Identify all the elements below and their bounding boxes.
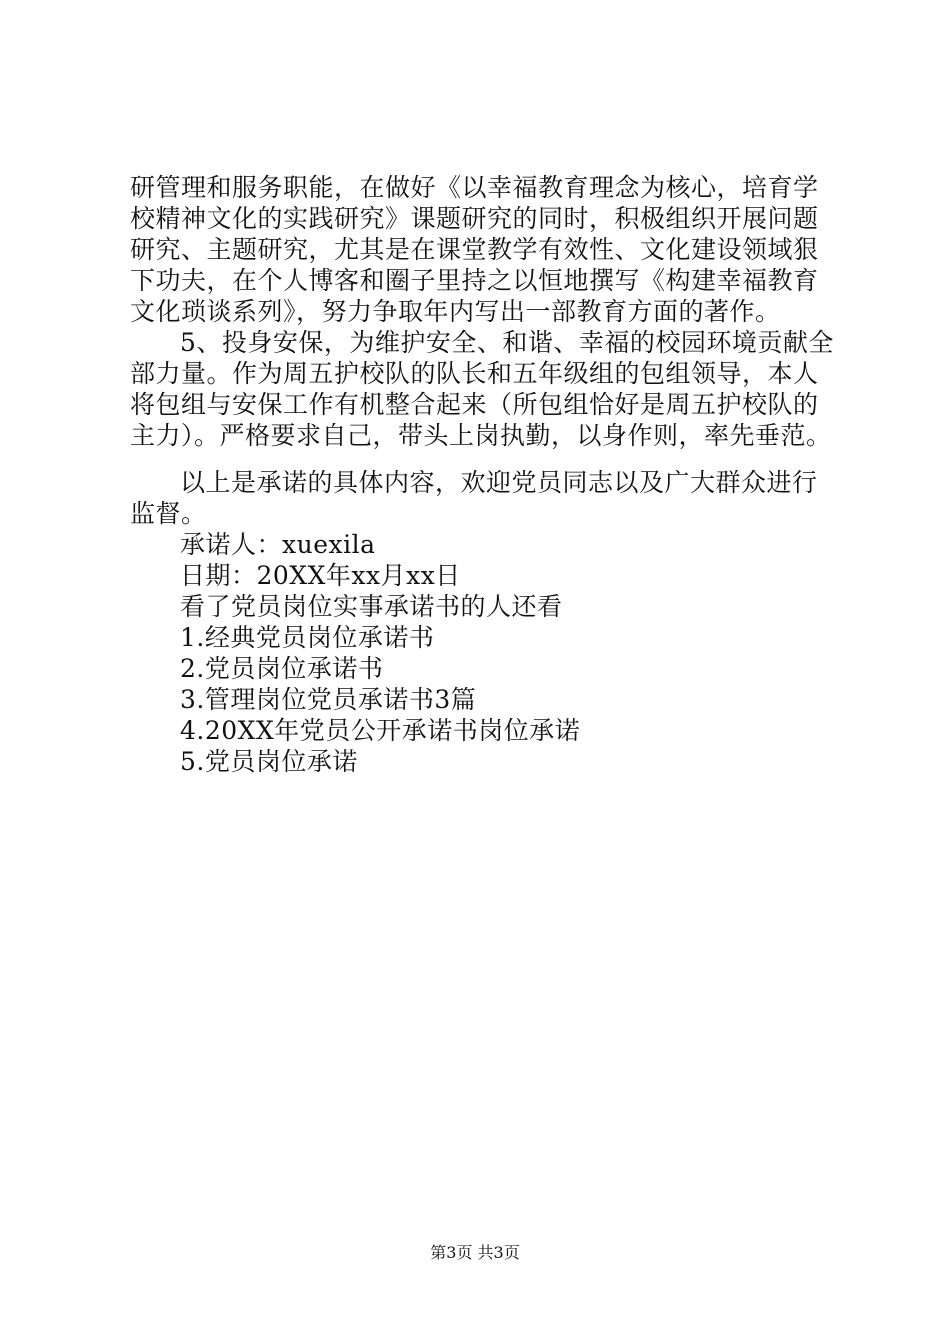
related-link[interactable]: 3.管理岗位党员承诺书3篇	[180, 685, 477, 714]
text-line: 部力量。作为周五护校队的队长和五年级组的包组领导，本人	[130, 359, 819, 388]
related-heading: 看了党员岗位实事承诺书的人还看	[180, 592, 563, 621]
paragraph-gap	[130, 451, 845, 467]
text-line: 5、投身安保，为维护安全、和谐、幸福的校园环境贡献全	[180, 328, 834, 357]
page-number-footer: 第3页 共3页	[430, 1243, 520, 1262]
related-link[interactable]: 5.党员岗位承诺	[180, 747, 358, 776]
date-line: 日期：20XX年xx月xx日	[180, 561, 461, 590]
text-line: 研管理和服务职能，在做好《以幸福教育理念为核心，培育学	[130, 173, 819, 202]
related-link[interactable]: 2.党员岗位承诺书	[180, 654, 384, 683]
text-line: 研究、主题研究，尤其是在课堂教学有效性、文化建设领域狠	[130, 235, 819, 264]
text-line: 监督。	[130, 499, 207, 528]
paragraph-research	[130, 172, 845, 327]
text-line: 将包组与安保工作有机整合起来（所包组恰好是周五护校队的	[130, 390, 819, 419]
related-link[interactable]: 1.经典党员岗位承诺书	[180, 623, 435, 652]
text-line: 下功夫，在个人博客和圈子里持之以恒地撰写《构建幸福教育	[130, 266, 819, 295]
text-line: 校精神文化的实践研究》课题研究的同时，积极组织开展问题	[130, 204, 819, 233]
related-link[interactable]: 4.20XX年党员公开承诺书岗位承诺	[180, 716, 581, 745]
text-line: 以上是承诺的具体内容，欢迎党员同志以及广大群众进行	[180, 468, 818, 497]
signer-line: 承诺人：xuexila	[180, 530, 376, 559]
paragraph-closing	[130, 467, 845, 529]
text-line: 文化琐谈系列》，努力争取年内写出一部教育方面的著作。	[130, 297, 781, 326]
paragraph-security	[130, 327, 845, 451]
text-line: 主力）。严格要求自己，带头上岗执勤，以身作则，率先垂范。	[130, 421, 832, 450]
document-body	[130, 172, 845, 777]
related-list	[130, 622, 845, 777]
